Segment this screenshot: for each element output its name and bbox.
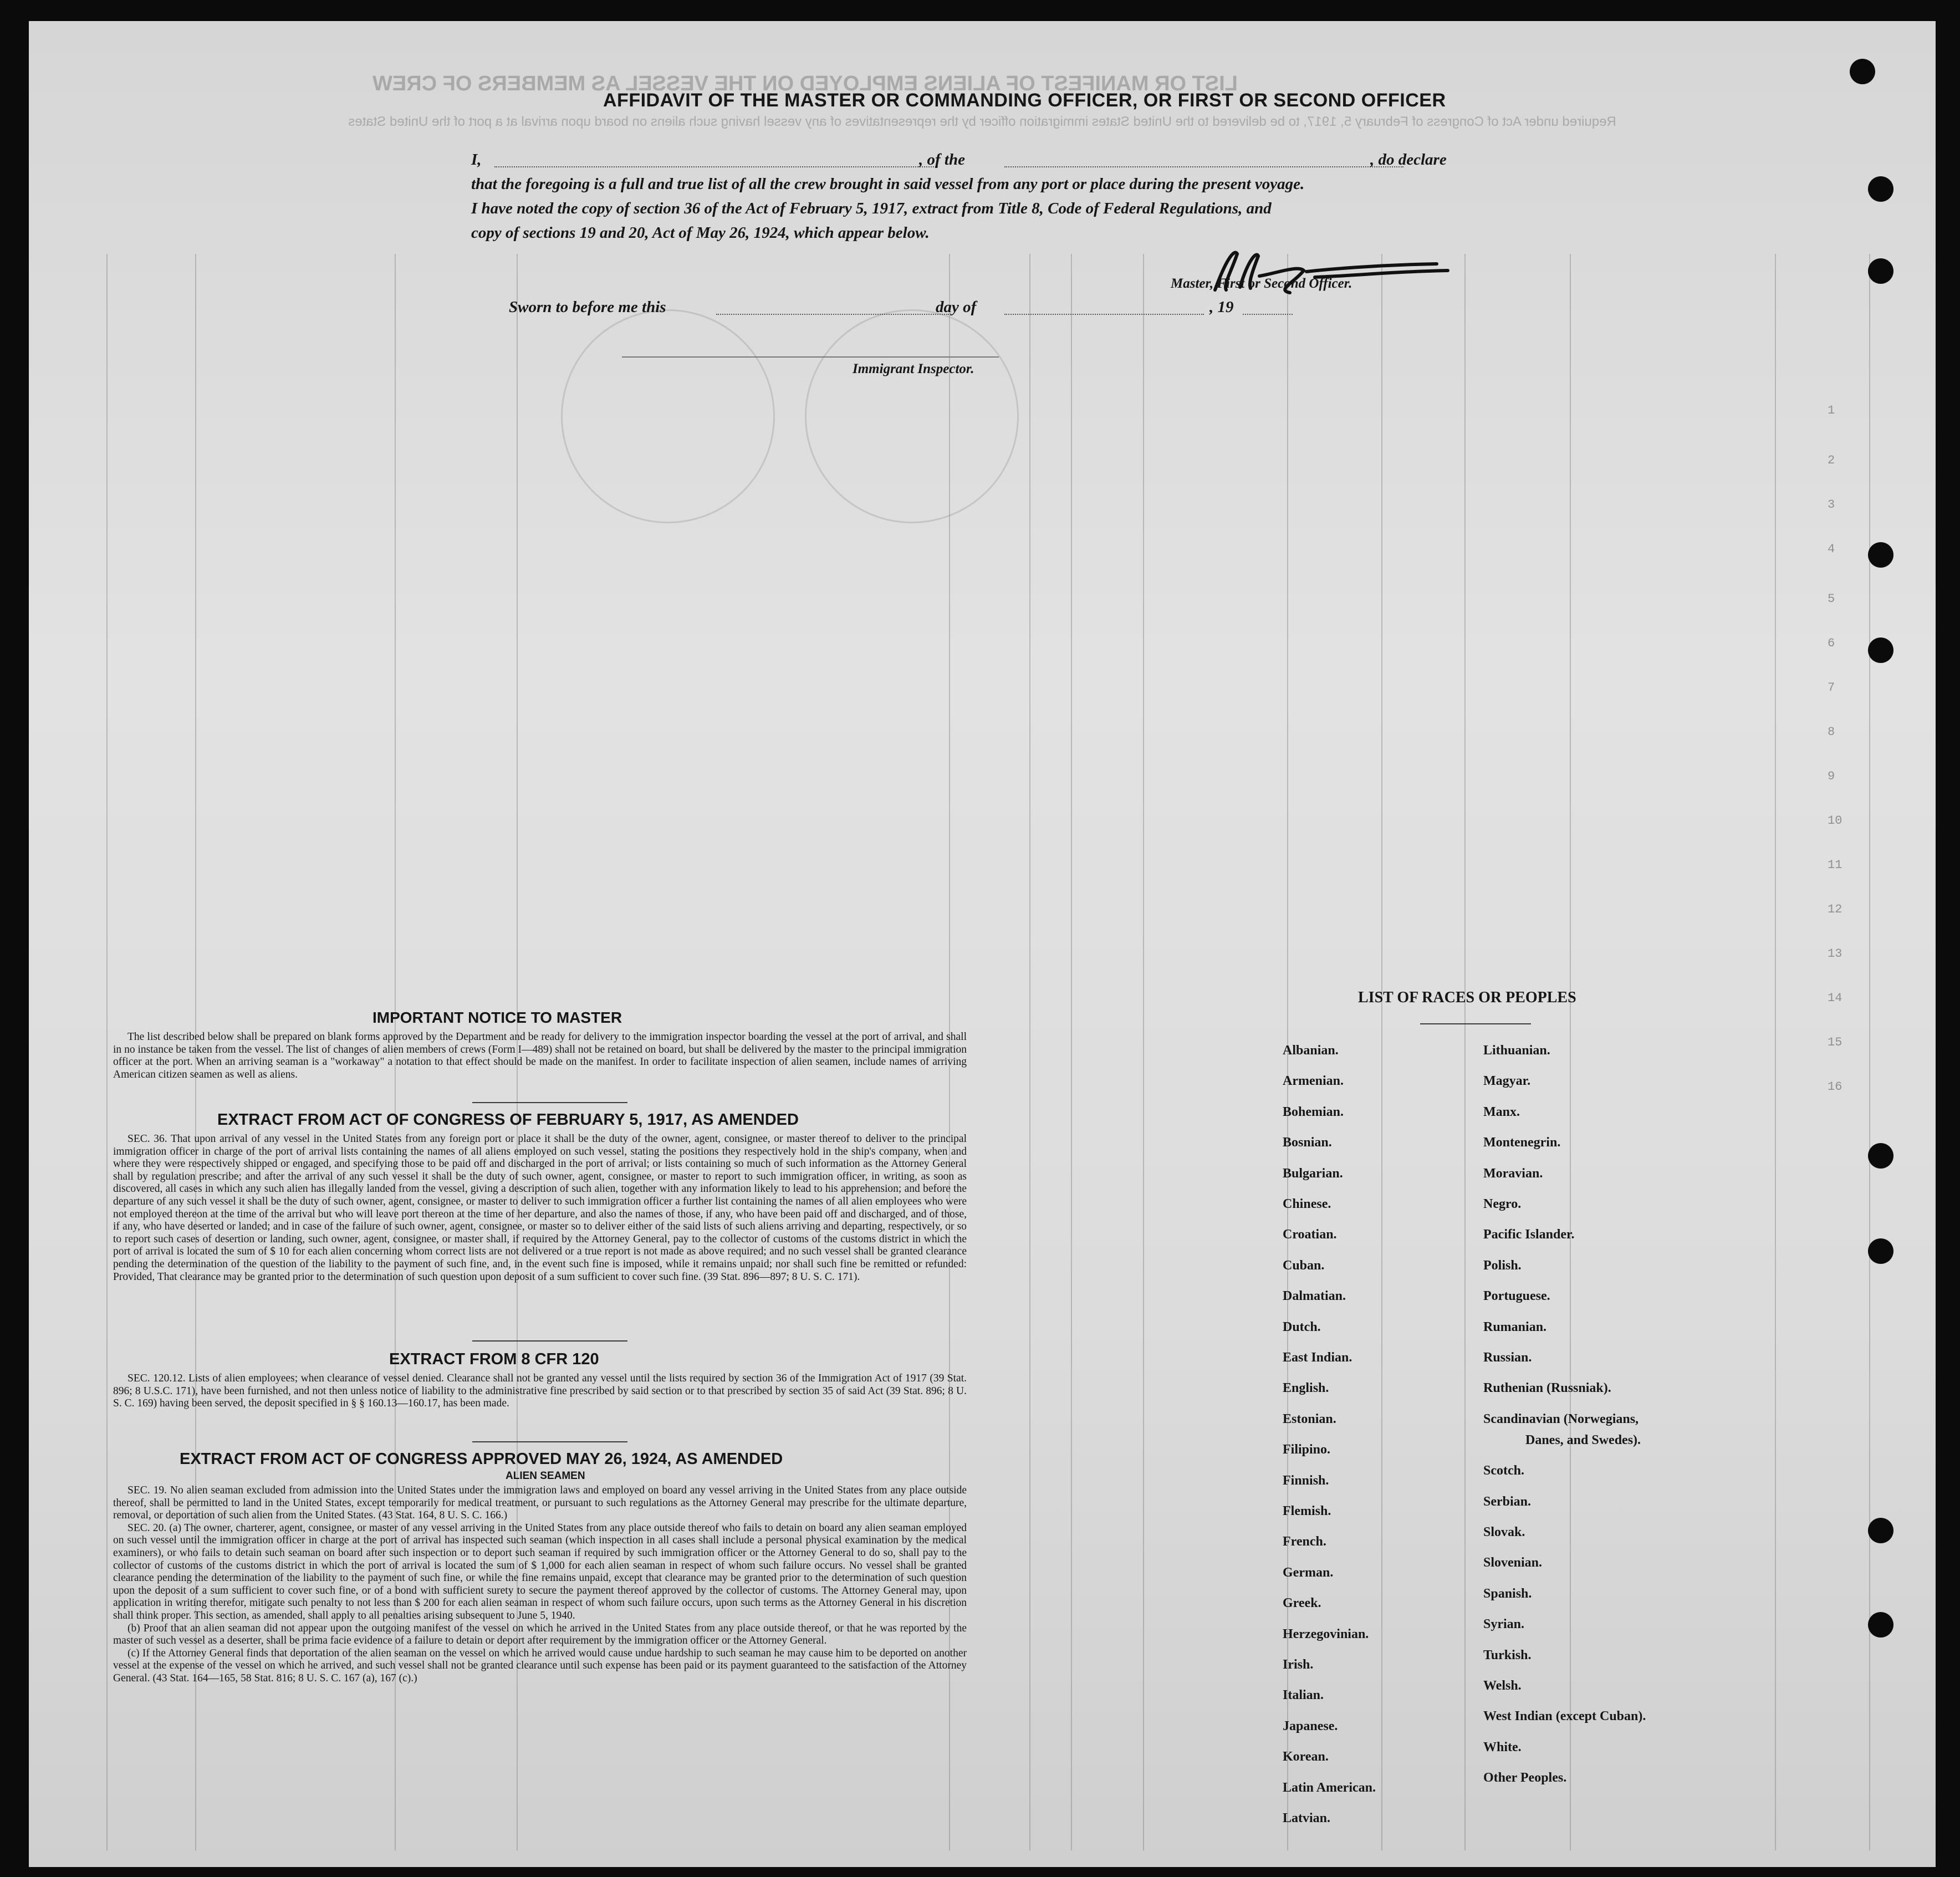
race-item: Finnish.	[1283, 1473, 1329, 1488]
race-item: French.	[1283, 1534, 1326, 1549]
manifest-sheet: LIST OR MANIFEST OF ALIENS EMPLOYED ON THE VESSEL AS MEMBERS OF CREW Required under Act of Congress of February 5, 1917, to be delivered to the United States immigration officer by the representatives of any vessel having such aliens on board upon arrival at a port of the United States 1 2 3 4 5 6 7 8 9 10 11 12 13 14 15 16 AFFIDAVIT OF THE MASTER OR COMMANDING OFFICER, OR FIRST OR SECOND OFFICER I, , of the , do declare that the foregoing is a full and true list of all the crew brought in said vessel from any port or place during the present voyage. I have noted the copy of section 36 of the Act of February 5, 1917, extract from Title 8, Code of Federal Regulations, and copy of sections 19 and 20, Act of May 26, 1924, which appear below. Master, First or Second Officer. Sworn to before me this day of , 19 Immigrant Inspector. IMPORTANT NOTICE TO MASTER The list described below shall be prepared on blank forms approved by the Department and be ready for delivery to the immigration inspector boarding the vessel at the port of arrival, and shall in no instance be taken from the vessel. The list of changes of alien members of crews (Form I—489) shall not be retained on board, but shall be delivered by the master to the principal immigration officer at the port. When an arriving seaman is a "workaway" a notation to that effect should be made on the manifest. In order to facilitate inspection of alien seamen, include names of arriving American citizen seamen as well as aliens. EXTRACT FROM ACT OF CONGRESS OF FEBRUARY 5, 1917, AS AMENDED SEC. 36. That upon arrival of any vessel in the United States from any foreign port or place it shall be the duty of the owner, agent, consignee, or master thereof to deliver to the principal immigration officer in charge of the port of arrival lists containing the names of all aliens employed on such vessel, stating the positions they respectively hold in the ship's company, when and where they were respectively shipped or engaged, and specifying those to be paid off and discharged in the port of arrival; or lists containing so much of such information as the Attorney General shall by regulation prescribe; and after the arrival of any such vessel it shall be the duty of such owner, agent, consignee, or master to report to such immigration officer, in writing, as soon as discovered, all cases in which any such alien has illegally landed from the vessel, giving a description of such alien, together with any information likely to lead to his apprehension; and before the departure of any such vessel it shall be the duty of such owner, agent, consignee, or master to deliver to such immigration officer a further list containing the names of all alien employees who were not employed thereon at the time of the arrival but who will leave port thereon at the time of her departure, and also the names of those, if any, who have been paid off and discharged, and of those, if any, who have deserted or landed; and in case of the failure of such owner, agent, consignee, or master so to deliver either of the said lists of such aliens arriving and departing, respectively, or so to report such cases of desertion or landing, such owner, agent, consignee, or master shall, if required by the Attorney General, pay to the collector of customs of the customs district in which the port of arrival is located the sum of $ 10 for each alien concerning whom correct lists are not delivered or a true report is not made as above required; and no such vessel shall be granted clearance pending the determination of the question of the liability to the payment of such fine, and, in the event such fine is imposed, while it remains unpaid; nor shall such fine be remitted or refunded: Provided, That clearance may be granted prior to the determination of such question upon deposit of a sum sufficient to cover such fine. (39 Stat. 896—897; 8 U. S. C. 171). EXTRACT FROM 8 CFR 120 SEC. 120.12. Lists of alien employees; when clearance of vessel denied. Clearance shall not be granted any vessel until the lists required by section 36 of the Immigration Act of 1917 (39 Stat. 896; 8 U.S.C. 171), have been furnished, and not then unless notice of liability to the administrative fine prescribed by said section or to that prescribed by section 35 of said Act (39 Stat. 896; 8 U. S. C. 169) having been served, the deposit specified in § § 160.13—160.17, has been made. EXTRACT FROM ACT OF CONGRESS APPROVED MAY 26, 1924, AS AMENDED ALIEN SEAMEN SEC. 19. No alien seaman excluded from admission into the United States under the immigration laws and employed on board any vessel arriving in the United States from any place outside thereof, shall be permitted to land in the United States, except temporarily for medical treatment, or pursuant to such regulations as the Attorney General may prescribe for the ultimate departure, removal, or deportation of such alien from the United States. (43 Stat. 164, 8 U. S. C. 166.) SEC. 20. (a) The owner, charterer, agent, consignee, or master of any vessel arriving in the United States from any place outside thereof who fails to detain on board any alien seaman employed on such vessel until the immigration officer in charge at the port of arrival has inspected such seaman (which inspection in all cases shall include a personal physical examination by the medical examiners), or who fails to detain such seaman on board after such inspection or to deport such seaman if required by such immigration officer or the Attorney General to do so, shall pay to the collector of customs of the customs district in which the port of arrival is located the sum of $ 1,000 for each alien seaman in respect of whom such failure occurs. No vessel shall be granted clearance pending the determination of the liability to the payment of such fine, or while the fine remains unpaid, except that clearance may be granted prior to the determination of such question upon the deposit of a sum sufficient to cover such fine, or of a bond with sufficient surety to secure the payment thereof approved by the collector of customs. The Attorney General may, upon application in writing therefor, mitigate such penalty to not less than $ 200 for each alien seaman in respect of whom such failure occurs, upon such terms as the Attorney General in his discretion shall think proper. This section, as amended, shall apply to all penalties arising subsequent to June 5, 1940. (b) Proof that an alien seaman did not appear upon the outgoing manifest of the vessel on which he arrived in the United States from any place outside thereof, or that he was reported by the master of such vessel as a deserter, shall be prima facie evidence of a failure to detain or deport after requirement by the immigration officer or the Attorney General. (c) If the Attorney General finds that deportation of the alien seaman on the vessel on which he arrived would cause undue hardship to such seaman he may cause him to be deported on another vessel at the expense of the vessel on which he arrived, and such vessel shall not be granted clearance until such expense has been paid or its payment guaranteed to the satisfaction of the Attorney General. (43 Stat. 164—165, 58 Stat. 816; 8 U. S. C. 167 (a), 167 (c).) LIST OF RACES OR PEOPLES Albanian. Armenian. Bohemian. Bosnian. Bulgarian. Chinese. Croatian. Cuban. Dalmatian. Dutch. East Indian. English. Estonian. Filipino. Finnish. Flemish. French. German. Greek. Herzegovinian. Irish. Italian. Japanese. Korean. Latin American. Latvian. Lithuanian. Magyar. Manx. Montenegrin. Moravian. Negro. Pacific Islander. Polish. Portuguese. Rumanian. Russian. Ruthenian (Russniak). Scandinavian (Norwegians, Danes, and Swedes). Scotch. Serbian. Slovak. Slovenian. Spanish. Syrian. Turkish. Welsh. West Indian (except Cuban). White. Other Peoples.	[29, 21, 1936, 1867]
punch-hole	[1868, 1518, 1893, 1543]
race-item: Bohemian.	[1283, 1104, 1344, 1119]
punch-hole	[1868, 1143, 1893, 1169]
race-item: Japanese.	[1283, 1718, 1338, 1733]
race-item: Welsh.	[1483, 1679, 1522, 1693]
bleed-subtitle: Required under Act of Congress of February 5, 1917, to be delivered to the United States immigration officer by the representatives of any vessel having such aliens on board upon arrival at a port of the United States	[348, 114, 1616, 129]
race-item: Croatian.	[1283, 1227, 1337, 1242]
inspector-caption: Immigrant Inspector.	[853, 361, 974, 376]
punch-hole	[1868, 637, 1893, 663]
extract-1924-title: EXTRACT FROM ACT OF CONGRESS APPROVED MAY 26, 1924, AS AMENDED	[180, 1450, 783, 1468]
race-item: Montenegrin.	[1483, 1135, 1561, 1150]
punch-hole	[1868, 1612, 1893, 1638]
race-item: Filipino.	[1283, 1442, 1331, 1457]
punch-hole	[1868, 1238, 1893, 1264]
extract-1917-text: SEC. 36. That upon arrival of any vessel in the United States from any foreign port or place it shall be the duty of the owner, agent, consignee, or master thereof to deliver to the principal immigration officer in charge of the port of arrival lists containing the names of all aliens employed on such vessel, stating the positions they respectively hold in the ship's company, when and where they were respectively shipped or engaged, and specifying those to be paid off and discharged in the port of arrival; or lists containing so much of such information as the Attorney General shall by regulation prescribe; and after the arrival of any such vessel it shall be the duty of such owner, agent, consignee, or master to report to such immigration officer, in writing, as soon as discovered, all cases in which any such alien has illegally landed from the vessel, giving a description of such alien, together with any information likely to lead to his apprehension; and before the departure of any such vessel it shall be the duty of such owner, agent, consignee, or master to deliver to such immigration officer a further list containing the names of all alien employees who were not employed thereon at the time of the arrival but who will leave port thereon at the time of her departure, and also the names of those, if any, who have been paid off and discharged, and of those, if any, who have deserted or landed; and in case of the failure of such owner, agent, consignee, or master so to deliver either of the said lists of such aliens arriving and departing, respectively, or so to report such cases of desertion or landing, such owner, agent, consignee, or master shall, if required by the Attorney General, pay to the collector of customs of the customs district in which the port of arrival is located the sum of $ 10 for each alien concerning whom correct lists are not delivered or a true report is not made as above required; and no such vessel shall be granted clearance pending the determination of the question of the liability to the payment of such fine, and, in the event such fine is imposed, while it remains unpaid; nor shall such fine be remitted or refunded: Provided, That clearance may be granted prior to the determination of such question upon deposit of a sum sufficient to cover such fine. (39 Stat. 896—897; 8 U. S. C. 171).	[113, 1133, 967, 1283]
race-item: White.	[1483, 1740, 1522, 1754]
affidavit-line4: copy of sections 19 and 20, Act of May 26, 1924, which appear below.	[471, 224, 930, 242]
race-item: English.	[1283, 1381, 1329, 1396]
alien-seamen-subtitle: ALIEN SEAMEN	[506, 1470, 585, 1482]
race-item: Estonian.	[1283, 1411, 1336, 1426]
race-item: Bulgarian.	[1283, 1166, 1343, 1181]
race-item: Ruthenian (Russniak).	[1483, 1381, 1611, 1396]
race-item: Italian.	[1283, 1688, 1324, 1703]
race-item: Turkish.	[1483, 1648, 1532, 1662]
race-item: Danes, and Swedes).	[1525, 1432, 1641, 1447]
day-of-label: day of	[936, 298, 977, 316]
race-item: Albanian.	[1283, 1043, 1339, 1058]
punch-hole	[1868, 176, 1893, 202]
race-item: West Indian (except Cuban).	[1483, 1709, 1646, 1724]
race-item: Scandinavian (Norwegians,	[1483, 1411, 1639, 1426]
race-item: Manx.	[1483, 1104, 1520, 1119]
race-item: Cuban.	[1283, 1258, 1325, 1273]
bleed-title: LIST OR MANIFEST OF ALIENS EMPLOYED ON THE VESSEL AS MEMBERS OF CREW	[372, 72, 1238, 95]
race-item: Portuguese.	[1483, 1289, 1550, 1304]
race-item: Rumanian.	[1483, 1319, 1547, 1334]
race-item: Dalmatian.	[1283, 1289, 1346, 1304]
race-item: Other Peoples.	[1483, 1771, 1567, 1786]
race-item: German.	[1283, 1565, 1334, 1580]
affidavit-line2: that the foregoing is a full and true list of all the crew brought in said vessel from any port or place during the present voyage.	[471, 175, 1305, 193]
extract-1917-title: EXTRACT FROM ACT OF CONGRESS OF FEBRUARY 5, 1917, AS AMENDED	[217, 1111, 799, 1129]
races-title: LIST OF RACES OR PEOPLES	[1358, 989, 1576, 1006]
extract-cfr-title: EXTRACT FROM 8 CFR 120	[389, 1350, 599, 1368]
race-item: Negro.	[1483, 1197, 1522, 1211]
affidavit-declare: , do declare	[1370, 151, 1447, 169]
sworn-label: Sworn to before me this	[509, 298, 666, 316]
race-item: Russian.	[1483, 1350, 1532, 1365]
notice-title: IMPORTANT NOTICE TO MASTER	[372, 1009, 622, 1026]
race-item: Herzegovinian.	[1283, 1626, 1369, 1641]
race-item: Latvian.	[1283, 1811, 1331, 1825]
race-item: Flemish.	[1283, 1504, 1331, 1518]
race-item: East Indian.	[1283, 1350, 1352, 1365]
race-item: Irish.	[1283, 1657, 1314, 1672]
punch-hole	[1868, 258, 1893, 284]
race-item: Greek.	[1283, 1596, 1321, 1611]
race-item: Scotch.	[1483, 1463, 1524, 1478]
race-item: Spanish.	[1483, 1586, 1532, 1601]
race-item: Korean.	[1283, 1750, 1329, 1764]
race-item: Polish.	[1483, 1258, 1522, 1273]
race-item: Syrian.	[1483, 1617, 1525, 1632]
affidavit-title: AFFIDAVIT OF THE MASTER OR COMMANDING OFFICER, OR FIRST OR SECOND OFFICER	[603, 90, 1446, 111]
race-item: Serbian.	[1483, 1494, 1532, 1509]
race-item: Chinese.	[1283, 1197, 1331, 1211]
punch-hole	[1868, 542, 1893, 568]
race-item: Magyar.	[1483, 1074, 1531, 1089]
race-item: Dutch.	[1283, 1319, 1321, 1334]
race-item: Pacific Islander.	[1483, 1227, 1575, 1242]
race-item: Slovak.	[1483, 1525, 1525, 1539]
race-item: Latin American.	[1283, 1780, 1376, 1795]
race-item: Bosnian.	[1283, 1135, 1332, 1150]
signer-caption: Master, First or Second Officer.	[1171, 276, 1352, 291]
affidavit-line3: I have noted the copy of section 36 of the Act of February 5, 1917, extract from Title 8, Code of Federal Regulations, and	[471, 200, 1272, 217]
affidavit-i: I,	[471, 151, 482, 169]
extract-cfr-text: SEC. 120.12. Lists of alien employees; when clearance of vessel denied. Clearance shall not be granted any vessel until the lists required by section 36 of the Immigration Act of 1917 (39 Stat. 896; 8 U.S.C. 171), have been furnished, and not then unless notice of liability to the administrative fine prescribed by said section or to that prescribed by section 35 of said Act (39 Stat. 896; 8 U. S. C. 169) having been served, the deposit specified in § § 160.13—160.17, has been made.	[113, 1373, 967, 1410]
race-item: Moravian.	[1483, 1166, 1543, 1181]
race-item: Slovenian.	[1483, 1555, 1543, 1570]
race-item: Lithuanian.	[1483, 1043, 1550, 1058]
year-label: , 19	[1209, 298, 1234, 316]
race-item: Armenian.	[1283, 1074, 1344, 1089]
affidavit-of-the: , of the	[919, 151, 965, 169]
extract-1924-text: SEC. 19. No alien seaman excluded from admission into the United States under the immigration laws and employed on board any vessel arriving in the United States from any place outside thereof, shall be permitted to land in the United States, except temporarily for medical treatment, or pursuant to such regulations as the Attorney General may prescribe for the ultimate departure, removal, or deportation of such alien from the United States. (43 Stat. 164, 8 U. S. C. 166.) SEC. 20. (a) The owner, charterer, agent, consignee, or master of any vessel arriving in the United States from any place outside thereof who fails to detain on board any alien seaman employed on such vessel until the immigration officer in charge at the port of arrival has inspected such seaman (which inspection in all cases shall include a personal physical examination by the medical examiners), or who fails to detain such seaman on board after such inspection or to deport such seaman if required by such immigration officer or the Attorney General to do so, shall pay to the collector of customs of the customs district in which the port of arrival is located the sum of $ 1,000 for each alien seaman in respect of whom such failure occurs. No vessel shall be granted clearance pending the determination of the liability to the payment of such fine, or while the fine remains unpaid, except that clearance may be granted prior to the determination of such question upon the deposit of a sum sufficient to cover such fine, or of a bond with sufficient surety to secure the payment thereof approved by the collector of customs. The Attorney General may, upon application in writing therefor, mitigate such penalty to not less than $ 200 for each alien seaman in respect of whom such failure occurs, upon such terms as the Attorney General in his discretion shall think proper. This section, as amended, shall apply to all penalties arising subsequent to June 5, 1940. (b) Proof that an alien seaman did not appear upon the outgoing manifest of the vessel on which he arrived in the United States from any place outside thereof, or that he was reported by the master of such vessel as a deserter, shall be prima facie evidence of a failure to detain or deport after requirement by the immigration officer or the Attorney General. (c) If the Attorney General finds that deportation of the alien seaman on the vessel on which he arrived would cause undue hardship to such seaman he may cause him to be deported on another vessel at the expense of the vessel on which he arrived, and such vessel shall not be granted clearance until such expense has been paid or its payment guaranteed to the satisfaction of the Attorney General. (43 Stat. 164—165, 58 Stat. 816; 8 U. S. C. 167 (a), 167 (c).)	[113, 1485, 967, 1684]
master-signature	[1193, 237, 1503, 309]
notice-text: The list described below shall be prepared on blank forms approved by the Department and be ready for delivery to the immigration inspector boarding the vessel at the port of arrival, and shall in no instance be taken from the vessel. The list of changes of alien members of crews (Form I—489) shall not be retained on board, but shall be delivered by the master to the principal immigration officer at the port. When an arriving seaman is a "workaway" a notation to that effect should be made on the manifest. In order to facilitate inspection of alien seamen, include names of arriving American citizen seamen as well as aliens.	[113, 1031, 967, 1080]
punch-hole	[1850, 59, 1875, 84]
